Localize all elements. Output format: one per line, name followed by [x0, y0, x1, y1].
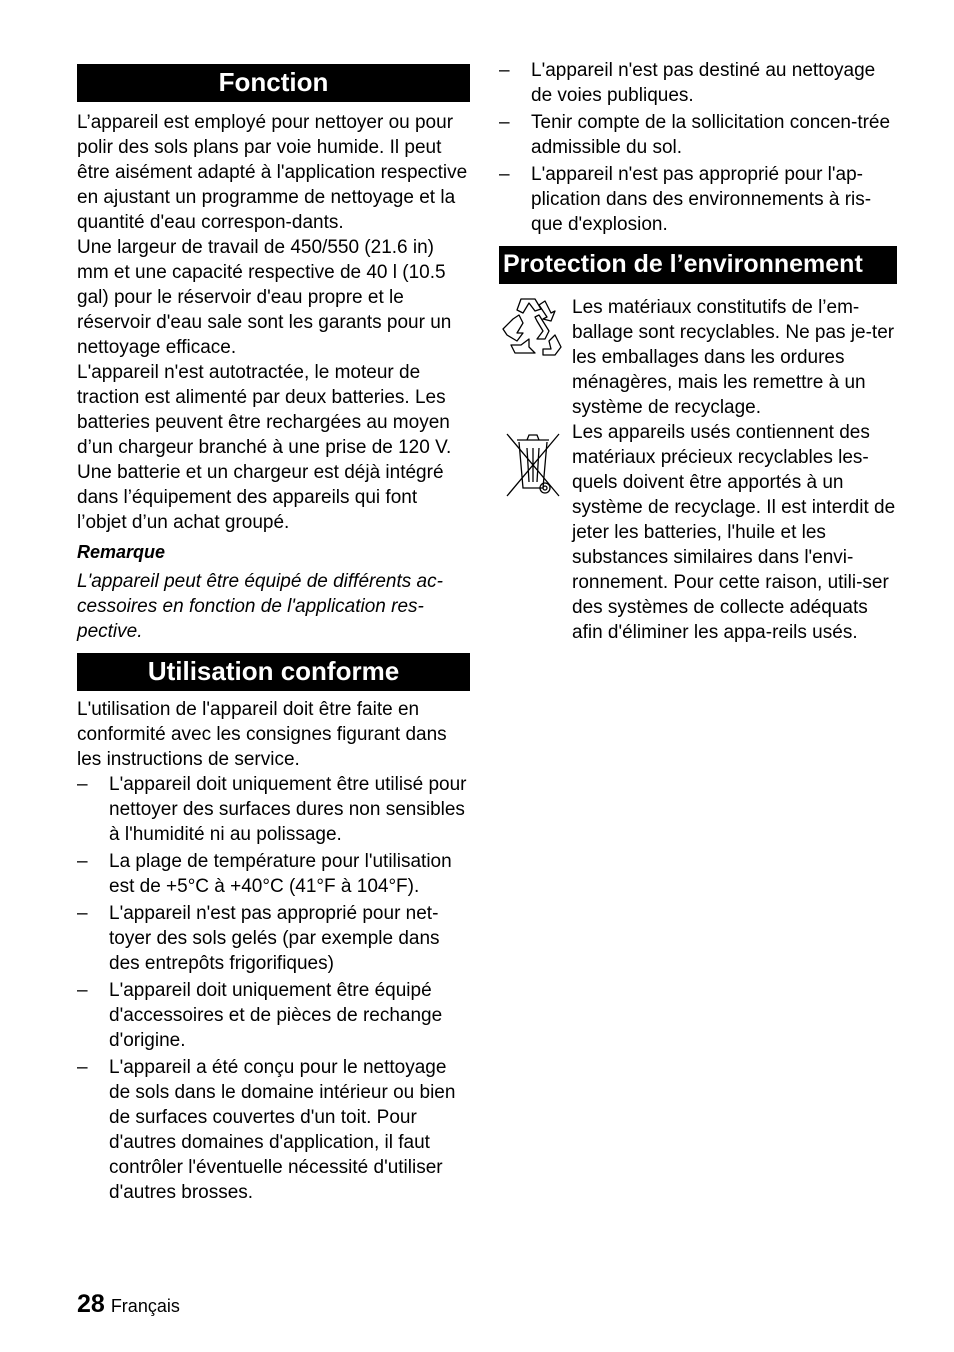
list-item	[77, 978, 470, 1053]
dash-marker: –	[77, 774, 88, 795]
section-heading-utilisation: Utilisation conforme	[77, 653, 470, 691]
dash-marker: –	[499, 112, 510, 133]
list-item	[499, 162, 897, 237]
list-item-text: L'appareil a été conçu pour le nettoyage de sols dans le domaine intérieur ou bien de surfaces couvertes d'un toit. Pour d'autres domaines d'application, il faut contrôler l'éventuelle nécessité d'utiliser d'autres brosses.	[109, 1057, 456, 1203]
dash-marker: –	[77, 1057, 88, 1078]
disposal-text: Les appareils usés contiennent des matériaux précieux recyclables les-quels doivent être apportés à un système de recyclage. Il est interdit de jeter les batteries, l'huile et les substances similaires dans l'envi-ronnement. Pour cette raison, utili-ser des systèmes de collecte adéquats afin d'éliminer les appa-reils usés.	[572, 422, 896, 643]
fonction-paragraph-2: Une largeur de travail de 450/550 (21.6 in) mm et une capacité respective de 40 l (10.5 gal) pour le réservoir d'eau propre et le réservoir d'eau sale sont les garants pour un nettoyage efficace.	[77, 237, 452, 358]
crossed-bin-icon	[503, 430, 563, 507]
note-title: Remarque	[77, 542, 166, 562]
list-item	[499, 110, 897, 160]
section-heading-environnement: Protection de l’environnement	[499, 246, 897, 284]
dash-marker: –	[499, 164, 510, 185]
dash-marker: –	[77, 980, 88, 1001]
dash-marker: –	[77, 903, 88, 924]
list-item-text: L'appareil n'est pas approprié pour net-toyer des sols gelés (par exemple dans des entrepôts frigorifiques)	[109, 903, 440, 974]
page-footer	[77, 1290, 180, 1319]
list-item	[77, 901, 470, 976]
dash-marker: –	[77, 851, 88, 872]
list-item	[77, 849, 470, 899]
list-item	[77, 1055, 470, 1205]
list-item	[499, 58, 897, 108]
footer-language: Français	[110, 1296, 180, 1316]
right-column	[499, 0, 897, 645]
left-column	[77, 0, 470, 1205]
list-item-text: L'appareil doit uniquement être équipé d'accessoires et de pièces de rechange d'origine.	[109, 980, 443, 1051]
recycle-icon	[499, 295, 563, 366]
list-item-text: Tenir compte de la sollicitation concen-trée admissible du sol.	[531, 112, 891, 158]
list-item-text: L'appareil n'est pas approprié pour l'ap-plication dans des environnements à ris-que d'explosion.	[531, 164, 872, 235]
list-item-text: L'appareil doit uniquement être utilisé pour nettoyer des surfaces dures non sensibles à l'humidité ni au polissage.	[109, 774, 467, 845]
note-text: L'appareil peut être équipé de différents ac-cessoires en fonction de l'application res-pective.	[77, 571, 443, 642]
utilisation-list	[77, 772, 470, 1205]
dash-marker: –	[499, 60, 510, 81]
fonction-paragraph-4: Une batterie et un chargeur est déjà intégré dans l’équipement des appareils qui font l’objet d’un achat groupé.	[77, 462, 444, 533]
disposal-note	[499, 420, 897, 645]
recycling-text: Les matériaux constitutifs de l’em-ballage sont recyclables. Ne pas je-ter les emballages dans les ordures ménagères, mais les remettre à un système de recyclage.	[572, 297, 895, 418]
right-usage-list	[499, 58, 897, 237]
list-item-text: La plage de température pour l'utilisation est de +5°C à +40°C (41°F à 104°F).	[109, 851, 452, 897]
page-number: 28	[77, 1290, 105, 1318]
recycling-note	[499, 295, 897, 420]
utilisation-intro: L'utilisation de l'appareil doit être faite en conformité avec les consignes figurant dans les instructions de service.	[77, 699, 447, 770]
list-item-text: L'appareil n'est pas destiné au nettoyage de voies publiques.	[531, 60, 876, 106]
list-item	[77, 772, 470, 847]
section-heading-fonction: Fonction	[77, 64, 470, 102]
fonction-paragraph-1: L’appareil est employé pour nettoyer ou pour polir des sols plans par voie humide. Il peut être aisément adapté à l'application respective en ajustant un programme de nettoyage et la quantité d'eau correspon-dants.	[77, 112, 468, 233]
fonction-paragraph-3: L'appareil n'est autotractée, le moteur de traction est alimenté par deux batteries. Les batteries peuvent être rechargées au moyen d’un chargeur branché à une prise de 120 V.	[77, 362, 452, 458]
